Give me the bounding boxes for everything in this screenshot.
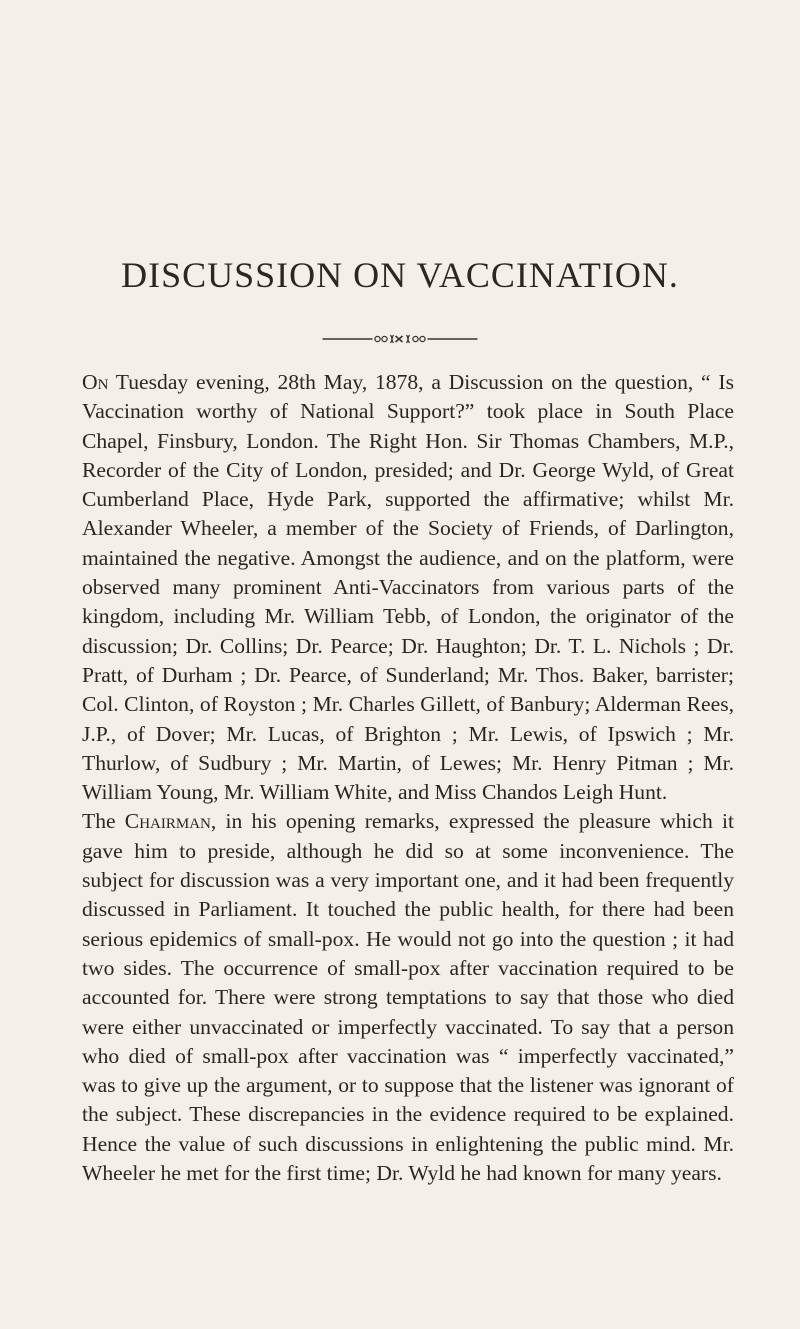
paragraph-2 <box>82 807 734 1188</box>
paragraph-2-chairman: Chairman <box>124 809 211 834</box>
decorative-rule-ornament-icon <box>323 332 478 346</box>
paragraph-2-prefix: The <box>82 809 125 834</box>
paragraph-2-text: , in his opening remarks, expressed the pleasure which it gave him to preside, although he did so at some inconvenience. The subject for discussion was a very important one, and it had been frequently discussed in Parliament. It touched the public health, for there had been serious epidemics of small-pox. He would not go into the question ; it had two sides. The occurrence of small-pox after vaccination required to be accounted for. There were strong temptations to say that those who died were either unvaccinated or imperfectly vaccinated. To say that a person who died of small-pox after vaccination was “ imperfectly vaccinated,” was to give up the argument, or to suppose that the listener was ignorant of the subject. These discrepancies in the evidence required to be explained. Hence the value of such discussions in enlightening the public mind. Mr. Wheeler he met for the first time; Dr. Wyld he had known for many years. <box>82 809 734 1186</box>
paragraph-1-lead: On <box>82 370 109 394</box>
page-title: DISCUSSION ON VACCINATION. <box>121 255 679 295</box>
article-body <box>82 368 734 1188</box>
paragraph-1 <box>82 368 734 807</box>
paragraph-1-text: Tuesday evening, 28th May, 1878, a Discussion on the question, “ Is Vaccination worthy of National Support?” took place in South Place Chapel, Finsbury, London. The Right Hon. Sir Thomas Chambers, M.P., Recorder of the City of London, presided; and Dr. George Wyld, of Great Cumberland Place, Hyde Park, supported the affirmative; whilst Mr. Alexander Wheeler, a member of the Society of Friends, of Darlington, maintained the negative. Amongst the audience, and on the platform, were observed many prominent Anti-Vaccinators from various parts of the kingdom, including Mr. William Tebb, of London, the originator of the discussion; Dr. Collins; Dr. Pearce; Dr. Haughton; Dr. T. L. Nichols ; Dr. Pratt, of Durham ; Dr. Pearce, of Sunderland; Mr. Thos. Baker, barrister; Col. Clinton, of Royston ; Mr. Charles Gillett, of Banbury; Alderman Rees, J.P., of Dover; Mr. Lucas, of Brighton ; Mr. Lewis, of Ipswich ; Mr. Thurlow, of Sudbury ; Mr. Martin, of Lewes; Mr. Henry Pitman ; Mr. William Young, Mr. William White, and Miss Chandos Leigh Hunt. <box>82 370 734 805</box>
